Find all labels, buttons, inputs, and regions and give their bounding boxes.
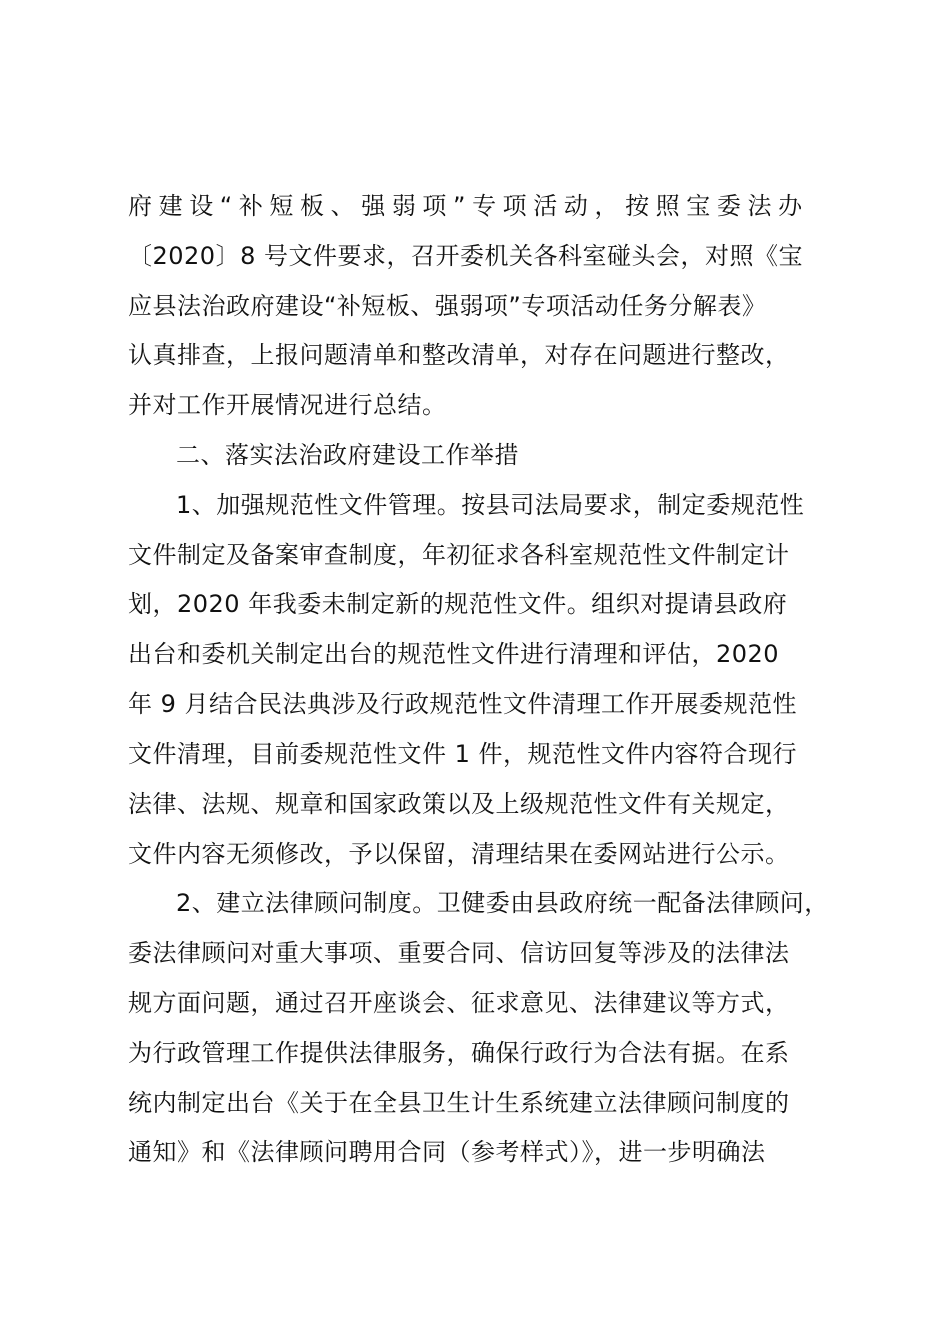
text-line-17: 规方面问题，通过召开座谈会、征求意见、法律建议等方式， (128, 989, 790, 1017)
text-line-13: 法律、法规、规章和国家政策以及上级规范性文件有关规定， (128, 790, 790, 818)
text-line-10: 出台和委机关制定出台的规范性文件进行清理和评估，2020 (128, 640, 780, 668)
text-line-20: 通知》和《法律顾问聘用合同（参考样式）》，进一步明确法 (128, 1138, 766, 1166)
text-line-5: 并对工作开展情况进行总结。 (128, 391, 447, 419)
text-line-16: 委法律顾问对重大事项、重要合同、信访回复等涉及的法律法 (128, 939, 790, 967)
text-line-2: 〔2020〕8 号文件要求，召开委机关各科室碰头会，对照《宝 (128, 242, 803, 270)
text-line-1: 府建设“补短板、强弱项”专项活动，按照宝委法办 (128, 192, 809, 220)
text-line-15: 2、建立法律顾问制度。卫健委由县政府统一配备法律顾问， (176, 889, 829, 917)
text-line-14: 文件内容无须修改，予以保留，清理结果在委网站进行公示。 (128, 840, 790, 868)
text-line-11: 年 9 月结合民法典涉及行政规范性文件清理工作开展委规范性 (128, 690, 798, 718)
text-line-7: 1、加强规范性文件管理。按县司法局要求，制定委规范性 (176, 491, 805, 519)
text-line-19: 统内制定出台《关于在全县卫生计生系统建立法律顾问制度的 (128, 1089, 790, 1117)
text-line-12: 文件清理，目前委规范性文件 1 件，规范性文件内容符合现行 (128, 740, 798, 768)
text-line-4: 认真排查，上报问题清单和整改清单，对存在问题进行整改， (128, 341, 790, 369)
text-line-8: 文件制定及备案审查制度，年初征求各科室规范性文件制定计 (128, 541, 790, 569)
section-heading: 二、落实法治政府建设工作举措 (176, 441, 519, 469)
text-line-9: 划，2020 年我委未制定新的规范性文件。组织对提请县政府 (128, 590, 788, 618)
text-line-3: 应县法治政府建设“补短板、强弱项”专项活动任务分解表》 (128, 292, 767, 320)
text-line-18: 为行政管理工作提供法律服务，确保行政行为合法有据。在系 (128, 1039, 790, 1067)
